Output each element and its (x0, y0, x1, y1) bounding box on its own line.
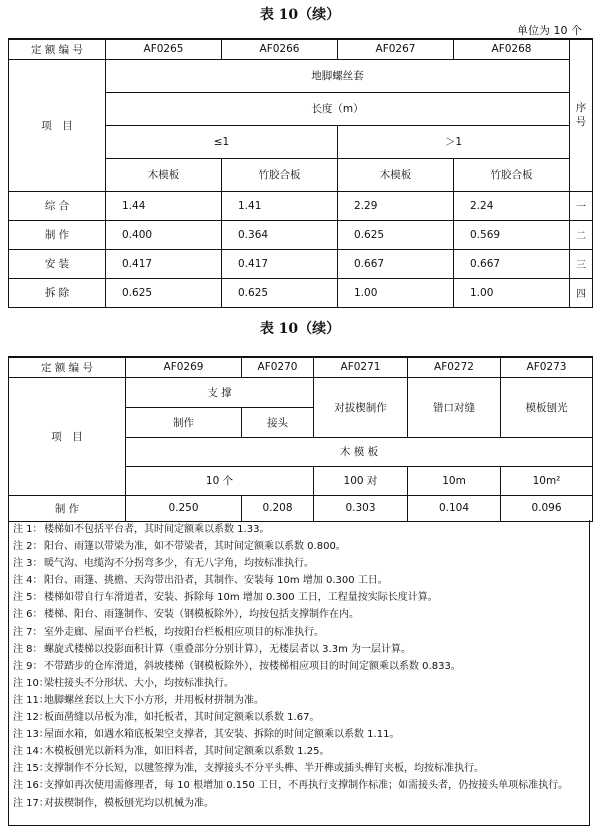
table-row (9, 249, 593, 278)
note-item: 注 8： 螺旋式楼梯以投影面积计算（重叠部分分别计算），无楼层者以 3.3m 为一层计算。 (13, 643, 412, 655)
seq-header (570, 39, 593, 191)
value-cell: 0.096 (501, 495, 593, 521)
unit-cell: 10m (408, 466, 501, 495)
material-header: 木模板 (338, 158, 454, 191)
value-cell: 1.44 (106, 191, 222, 220)
value-cell: 1.00 (454, 278, 570, 307)
seq-label: 序号 (575, 102, 587, 129)
range-gt: ＞1 (338, 125, 570, 158)
note-item: 注 1： 楼梯如不包括平台者，其时间定额乘以系数 1.33。 (13, 524, 270, 535)
code-cell: AF0267 (338, 39, 454, 59)
code-cell: AF0265 (106, 39, 222, 59)
value-cell: 0.417 (222, 249, 338, 278)
material-header: 木模板 (106, 158, 222, 191)
col-header: 对拔楔制作 (314, 377, 408, 437)
quota-table-1 (8, 38, 593, 308)
unit-cell: 100 对 (314, 466, 408, 495)
value-cell: 0.250 (126, 495, 242, 521)
seq-cell: 一 (570, 191, 593, 220)
code-cell: AF0266 (222, 39, 338, 59)
col-header: 错口对缝 (408, 377, 501, 437)
note-item: 注 2： 阳台、雨篷以带梁为准，如不带梁者，其时间定额乘以系数 0.800。 (13, 541, 346, 553)
row-label: 安 装 (9, 249, 106, 278)
value-cell: 0.569 (454, 220, 570, 249)
note-item: 注 16： 支撑如再次使用需修理者，每 10 根增加 0.150 工日，不再执行支撑制作标准；如需接头者，仍按接头单项标准执行。 (13, 780, 569, 792)
value-cell: 0.667 (338, 249, 454, 278)
value-cell: 2.29 (338, 191, 454, 220)
note-item: 注 13： 屋面水箱，如遇水箱底板架空支撑者，其安装、拆除的时间定额乘以系数 1.11。 (13, 729, 400, 741)
seq-cell: 三 (570, 249, 593, 278)
item-label: 项 目 (9, 377, 126, 495)
unit-label: 单位为 10 个 (517, 24, 582, 37)
code-cell: AF0268 (454, 39, 570, 59)
table2-title: 表 10（续） (259, 321, 341, 337)
row-label: 综 合 (9, 191, 106, 220)
value-cell: 1.41 (222, 191, 338, 220)
length-header: 长度（m） (106, 92, 570, 125)
code-cell: AF0272 (408, 357, 501, 377)
value-cell: 0.364 (222, 220, 338, 249)
value-cell: 0.104 (408, 495, 501, 521)
note-item: 注 12： 板面凿缝以吊板为准，如托板者，其时间定额乘以系数 1.67。 (13, 712, 320, 724)
value-cell: 0.667 (454, 249, 570, 278)
sub-header: 接头 (242, 407, 314, 437)
row-label: 制 作 (9, 220, 106, 249)
code-cell: AF0271 (314, 357, 408, 377)
group-header: 地脚螺丝套 (106, 59, 570, 92)
code-cell: AF0270 (242, 357, 314, 377)
support-header: 支 撑 (126, 377, 314, 407)
note-item: 注 6： 楼梯、阳台、雨篷制作、安装（钢模板除外），均按包括支撑制作在内。 (13, 609, 359, 621)
value-cell: 2.24 (454, 191, 570, 220)
row-label: 拆 除 (9, 278, 106, 307)
value-cell: 1.00 (338, 278, 454, 307)
note-item: 注 17： 对拔楔制作，模板刨光均以机械为准。 (13, 797, 214, 809)
value-cell: 0.417 (106, 249, 222, 278)
seq-cell: 四 (570, 278, 593, 307)
code-cell: AF0269 (126, 357, 242, 377)
table-row (9, 495, 593, 521)
material-header: 竹胶合板 (222, 158, 338, 191)
value-cell: 0.208 (242, 495, 314, 521)
table-row (9, 191, 593, 220)
note-item: 注 7： 室外走廊、屋面平台栏板，均按阳台栏板相应项目的标准执行。 (13, 626, 324, 638)
value-cell: 0.625 (338, 220, 454, 249)
value-cell: 0.625 (106, 278, 222, 307)
note-item: 注 4： 阳台、雨篷、挑檐、天沟带出沿者，其制作、安装每 10m 增加 0.300 工日。 (13, 575, 388, 587)
item-label: 项 目 (9, 59, 106, 191)
code-label: 定 额 编 号 (9, 357, 126, 377)
sub-header: 制作 (126, 407, 242, 437)
unit-cell: 10m² (501, 466, 593, 495)
value-cell: 0.400 (106, 220, 222, 249)
table-row (9, 278, 593, 307)
notes-block (8, 520, 590, 826)
unit-cell: 10 个 (126, 466, 314, 495)
row-label: 制 作 (9, 495, 126, 521)
quota-table-2 (8, 356, 593, 522)
table-row (9, 220, 593, 249)
note-item: 注 5： 楼梯如带自行车滑道者，安装、拆除每 10m 增加 0.300 工日，工程量按实际长度计算。 (13, 592, 438, 604)
seq-cell: 二 (570, 220, 593, 249)
code-label: 定 额 编 号 (9, 39, 106, 59)
note-item: 注 10： 梁柱接头不分形状、大小，均按标准执行。 (13, 677, 234, 689)
value-cell: 0.303 (314, 495, 408, 521)
note-item: 注 14： 木模板刨光以新料为准，如旧料者，其时间定额乘以系数 1.25。 (13, 746, 330, 758)
note-item: 注 11： 地脚螺丝套以上大下小方形，并用板材拼制为准。 (13, 694, 264, 706)
value-cell: 0.625 (222, 278, 338, 307)
range-le: ≤1 (106, 125, 338, 158)
note-item: 注 9： 不带踏步的仓库滑道，斜坡楼梯（钢模板除外），按楼梯相应项目的时间定额乘以系数 0.833。 (13, 660, 461, 672)
note-item: 注 15： 支撑制作不分长短，以毽签撑为准，支撑接头不分平头榫、半开榫或插头榫钉夹板，均按标准执行。 (13, 763, 484, 775)
note-item: 注 3： 暖气沟、电缆沟不分拐弯多少，有无八字角，均按标准执行。 (13, 558, 314, 570)
col-header: 模板刨光 (501, 377, 593, 437)
material-header: 竹胶合板 (454, 158, 570, 191)
material-header: 木 模 板 (126, 437, 593, 466)
table1-title: 表 10（续） (259, 7, 341, 23)
code-cell: AF0273 (501, 357, 593, 377)
